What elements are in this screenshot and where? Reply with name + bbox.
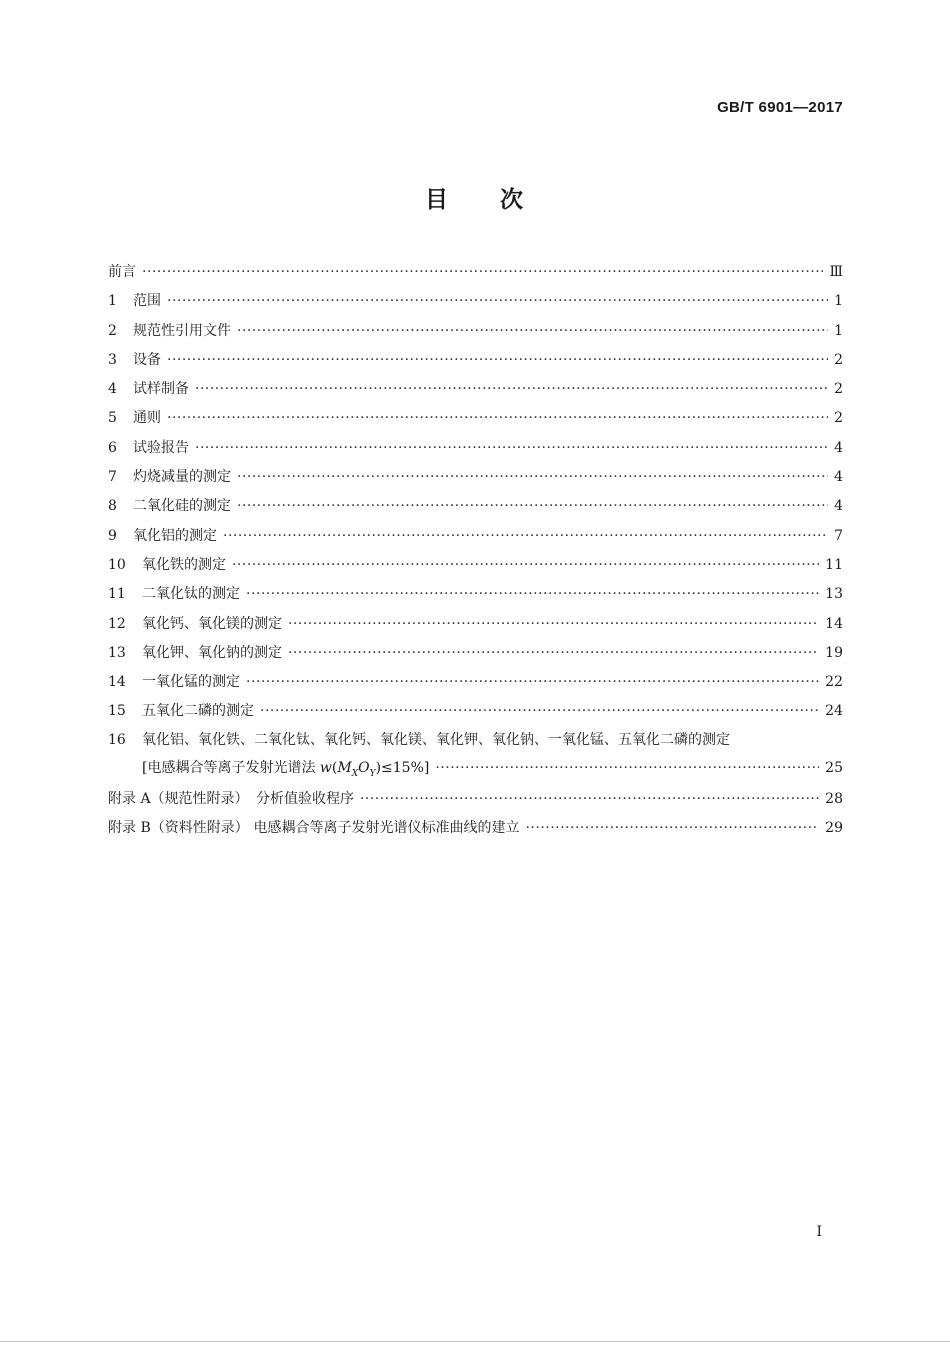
toc-entry[interactable] (108, 404, 843, 433)
toc-number: 9 (108, 527, 117, 544)
toc-page: 13 (825, 586, 843, 603)
toc-page: 29 (825, 820, 843, 837)
toc-page: 4 (834, 469, 843, 486)
leader-dots (246, 668, 819, 697)
toc-page: 22 (825, 674, 843, 691)
toc-label: 二氧化硅的测定 (133, 498, 231, 515)
leader-dots (360, 785, 819, 814)
toc-page: Ⅲ (829, 264, 843, 280)
toc-entry[interactable] (108, 492, 843, 521)
leader-dots (142, 258, 823, 287)
leader-dots (167, 287, 828, 316)
toc-label: 范围 (133, 293, 161, 310)
toc-label: 氧化铁的测定 (142, 556, 226, 573)
toc-page: 1 (834, 322, 843, 339)
toc-entry[interactable] (108, 463, 843, 492)
toc-number: 13 (108, 644, 126, 661)
toc-page: 25 (825, 759, 843, 776)
leader-dots (195, 434, 828, 463)
toc-entry[interactable] (108, 668, 843, 697)
toc-label: 五氧化二磷的测定 (142, 703, 254, 720)
leader-dots (525, 814, 819, 843)
appendix-label: 附录 A（规范性附录） (108, 790, 249, 807)
toc-entry[interactable] (108, 580, 843, 609)
toc-page: 11 (825, 556, 843, 573)
toc-number: 7 (108, 469, 117, 486)
toc-entry[interactable] (108, 610, 843, 639)
toc-label: 氧化钙、氧化镁的测定 (142, 615, 282, 632)
toc-page: 4 (834, 498, 843, 515)
toc-label: 灼烧减量的测定 (133, 469, 231, 486)
toc-page: 2 (834, 410, 843, 427)
leader-dots (288, 639, 819, 668)
toc-entry-appendix-a[interactable] (108, 785, 843, 814)
toc-label: 前言 (108, 264, 136, 280)
toc-label: 氧化钾、氧化钠的测定 (142, 644, 282, 661)
leader-dots (246, 580, 819, 609)
page-edge-rule (0, 1341, 950, 1342)
leader-dots (288, 610, 819, 639)
toc-page: 7 (834, 527, 843, 544)
toc-label: 试样制备 (133, 381, 189, 398)
appendix-title: 分析值验收程序 (255, 790, 354, 807)
toc-entry-foreword[interactable] (108, 258, 843, 287)
toc-page: 28 (825, 790, 843, 807)
toc-number: 12 (108, 615, 126, 632)
toc-entry[interactable] (108, 522, 843, 551)
toc-number: 11 (108, 586, 126, 603)
toc-page: 4 (834, 439, 843, 456)
toc-page: 2 (834, 351, 843, 368)
leader-dots (237, 492, 828, 521)
toc-number: 4 (108, 381, 117, 398)
toc-number: 10 (108, 556, 126, 573)
toc-entry[interactable] (108, 434, 843, 463)
page-number: I (816, 1224, 822, 1240)
toc-entry[interactable] (108, 639, 843, 668)
toc-number: 8 (108, 498, 117, 515)
toc-number: 3 (108, 351, 117, 368)
appendix-label: 附录 B（资料性附录） (108, 820, 249, 837)
toc-label: 氧化铝、氧化铁、二氧化钛、氧化钙、氧化镁、氧化钾、氧化钠、一氧化锰、五氧化二磷的测定 (142, 731, 730, 748)
toc-page: 1 (834, 293, 843, 310)
leader-dots (237, 463, 828, 492)
appendix-title: 电感耦合等离子发射光谱仪标准曲线的建立 (253, 820, 520, 837)
toc-page: 14 (825, 615, 843, 632)
title-char-1: 目 (425, 187, 450, 213)
table-of-contents (108, 258, 843, 843)
toc-label: 规范性引用文件 (133, 322, 231, 339)
leader-dots (167, 404, 828, 433)
toc-label: 通则 (133, 410, 161, 427)
toc-page: 19 (825, 644, 843, 661)
toc-entry[interactable] (108, 375, 843, 404)
leader-dots (237, 317, 828, 346)
leader-dots (223, 522, 828, 551)
toc-label: 氧化铝的测定 (133, 527, 217, 544)
toc-number: 1 (108, 293, 117, 310)
toc-number: 2 (108, 322, 117, 339)
leader-dots (435, 753, 819, 783)
toc-page: 24 (825, 703, 843, 720)
toc-entry[interactable] (108, 287, 843, 316)
toc-label: 设备 (133, 351, 161, 368)
toc-number: 6 (108, 439, 117, 456)
toc-number: 15 (108, 703, 126, 720)
title-char-2: 次 (500, 187, 525, 213)
toc-label: 一氧化锰的测定 (142, 674, 240, 691)
toc-label-continuation: [电感耦合等离子发射光谱法 $w(M_XO_Y)\le 15\%$] (142, 759, 430, 779)
toc-number: 5 (108, 410, 117, 427)
toc-entry[interactable] (108, 697, 843, 726)
leader-dots (167, 346, 828, 375)
page-title (0, 181, 950, 214)
leader-dots (232, 551, 819, 580)
toc-entry[interactable] (108, 346, 843, 375)
toc-entry[interactable] (108, 551, 843, 580)
toc-label: 试验报告 (133, 439, 189, 456)
toc-number: 16 (108, 731, 126, 748)
toc-label: 二氧化钛的测定 (142, 586, 240, 603)
document-id: GB/T 6901—2017 (717, 99, 843, 116)
toc-entry-icp[interactable] (108, 727, 843, 785)
leader-dots (260, 697, 819, 726)
toc-entry-appendix-b[interactable] (108, 814, 843, 843)
toc-number: 14 (108, 674, 126, 691)
toc-entry[interactable] (108, 317, 843, 346)
toc-page: 2 (834, 381, 843, 398)
leader-dots (195, 375, 828, 404)
